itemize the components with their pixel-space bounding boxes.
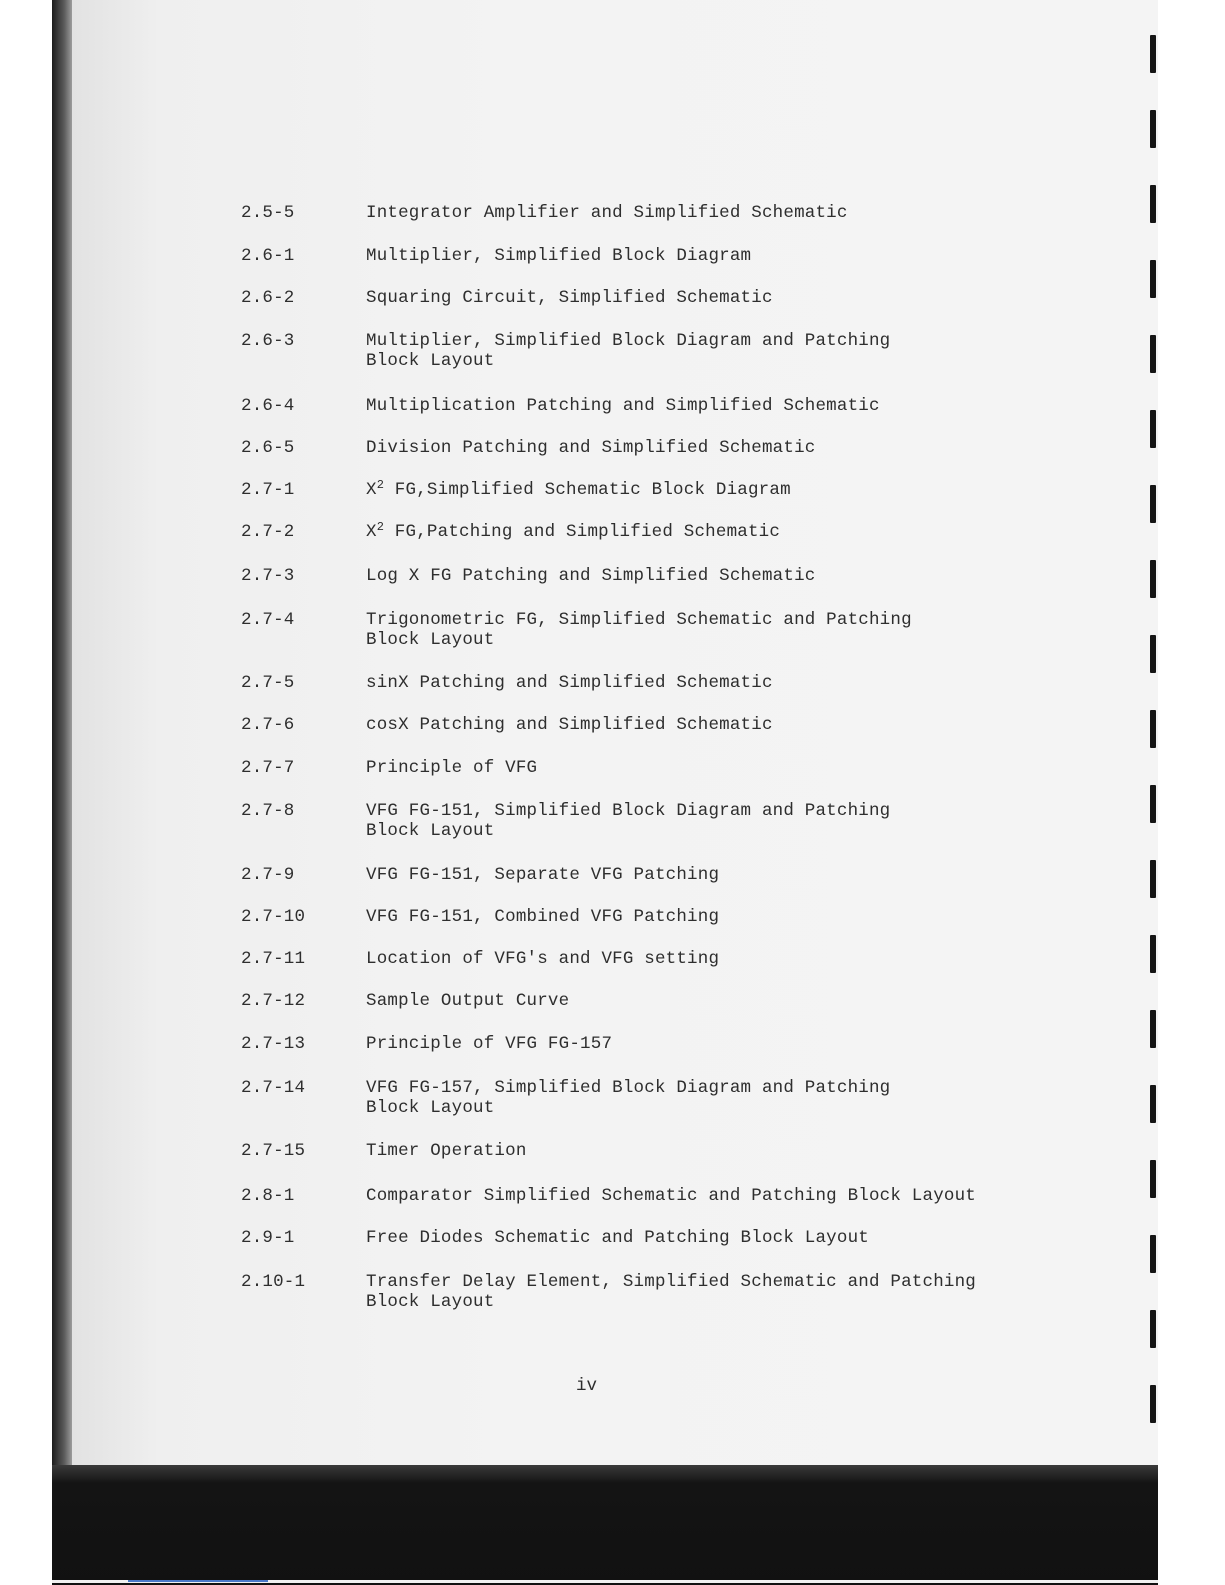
figure-number: 2.7-9: [241, 865, 295, 885]
binding-hole: [1150, 335, 1156, 373]
figure-title-line: Principle of VFG: [366, 758, 538, 778]
figure-title: [366, 522, 780, 542]
figure-title-line: Location of VFG's and VFG setting: [366, 949, 720, 969]
figure-number: 2.6-4: [241, 396, 295, 416]
figure-title: [366, 566, 815, 586]
binding-hole: [1150, 1010, 1156, 1048]
figure-number: 2.8-1: [241, 1186, 295, 1206]
binding-hole: [1150, 1235, 1156, 1273]
scan-shadow-left: [52, 0, 72, 1475]
figure-title: [366, 1186, 976, 1206]
figure-title: [366, 480, 791, 500]
figure-number: 2.7-5: [241, 673, 295, 693]
binding-hole: [1150, 1310, 1156, 1348]
figure-number: 2.7-8: [241, 801, 295, 821]
binding-hole: [1150, 1160, 1156, 1198]
figure-number: 2.7-2: [241, 522, 295, 542]
figure-title: [366, 991, 569, 1011]
figure-title-line: Sample Output Curve: [366, 991, 570, 1011]
figure-title: [366, 246, 751, 266]
binding-hole: [1150, 1085, 1156, 1123]
figure-number: 2.7-4: [241, 610, 295, 630]
scan-artifact-line: [128, 1580, 268, 1582]
figure-number: 2.7-1: [241, 480, 295, 500]
figure-number: 2.7-10: [241, 907, 306, 927]
figure-title-line: Principle of VFG FG-157: [366, 1034, 613, 1054]
figure-number: 2.7-14: [241, 1078, 306, 1098]
figure-number: 2.6-1: [241, 246, 295, 266]
binding-hole: [1150, 710, 1156, 748]
binding-hole: [1150, 485, 1156, 523]
binding-hole: [1150, 260, 1156, 298]
figure-title: [366, 1078, 890, 1118]
figure-title-line: Multiplication Patching and Simplified Schematic: [366, 396, 880, 416]
scan-shadow-bottom: [52, 1465, 1158, 1585]
figure-title-line: Multiplier, Simplified Block Diagram: [366, 246, 752, 266]
figure-title: [366, 610, 912, 650]
figure-title-line: VFG FG-151, Simplified Block Diagram and Patching: [366, 801, 891, 821]
figure-title-line: Transfer Delay Element, Simplified Schematic and Patching: [366, 1272, 976, 1292]
figure-number: 2.7-3: [241, 566, 295, 586]
figure-title: [366, 288, 773, 308]
figure-title: [366, 1228, 869, 1248]
figure-number: 2.6-2: [241, 288, 295, 308]
figure-title-line: Block Layout: [366, 1292, 495, 1312]
figure-title: [366, 758, 537, 778]
figure-title: [366, 331, 890, 371]
variable-symbol: X: [366, 480, 377, 500]
figure-title-line: Squaring Circuit, Simplified Schematic: [366, 288, 773, 308]
scan-margin-right: [1158, 0, 1225, 1585]
figure-number: 2.7-7: [241, 758, 295, 778]
figure-title-line: VFG FG-157, Simplified Block Diagram and Patching: [366, 1078, 891, 1098]
figure-number: 2.5-5: [241, 203, 295, 223]
figure-title: [366, 1141, 527, 1161]
page-number: iv: [576, 1376, 598, 1396]
figure-title-line: Block Layout: [366, 1098, 495, 1118]
figure-title-line: Log X FG Patching and Simplified Schematic: [366, 566, 816, 586]
figure-number: 2.7-6: [241, 715, 295, 735]
figure-title-text: FG,Patching and Simplified Schematic: [384, 522, 781, 542]
figure-title: [366, 673, 773, 693]
figure-title-line: Block Layout: [366, 630, 495, 650]
figure-title-line: Comparator Simplified Schematic and Patching Block Layout: [366, 1186, 976, 1206]
figure-number: 2.6-5: [241, 438, 295, 458]
figure-title: [366, 203, 848, 223]
binding-hole: [1150, 785, 1156, 823]
figure-number: 2.9-1: [241, 1228, 295, 1248]
figure-title-line: Block Layout: [366, 821, 495, 841]
binding-hole: [1150, 35, 1156, 73]
figure-title-line: sinX Patching and Simplified Schematic: [366, 673, 773, 693]
figure-number: 2.6-3: [241, 331, 295, 351]
figure-title-line: Trigonometric FG, Simplified Schematic and Patching: [366, 610, 912, 630]
figure-title-text: FG,Simplified Schematic Block Diagram: [384, 480, 791, 500]
binding-hole: [1150, 560, 1156, 598]
binding-hole: [1150, 860, 1156, 898]
figure-title: [366, 865, 719, 885]
figure-title: [366, 1272, 976, 1312]
figure-title: [366, 801, 890, 841]
figure-title-line: [366, 522, 780, 542]
binding-hole: [1150, 410, 1156, 448]
figure-title-line: [366, 480, 791, 500]
binding-hole: [1150, 635, 1156, 673]
figure-number: 2.10-1: [241, 1272, 306, 1292]
figure-title: [366, 1034, 612, 1054]
binding-hole: [1150, 935, 1156, 973]
figure-title-line: VFG FG-151, Separate VFG Patching: [366, 865, 720, 885]
binding-hole: [1150, 185, 1156, 223]
figure-title-line: Multiplier, Simplified Block Diagram and Patching: [366, 331, 891, 351]
figure-number: 2.7-13: [241, 1034, 306, 1054]
scan-margin-left: [0, 0, 52, 1585]
figure-title-line: Block Layout: [366, 351, 495, 371]
figure-title: [366, 396, 880, 416]
figure-title: [366, 907, 719, 927]
figure-title: [366, 715, 773, 735]
binding-hole: [1150, 1385, 1156, 1423]
figure-number: 2.7-15: [241, 1141, 306, 1161]
figure-title-line: Division Patching and Simplified Schematic: [366, 438, 816, 458]
figure-title-line: VFG FG-151, Combined VFG Patching: [366, 907, 720, 927]
figure-title-line: Integrator Amplifier and Simplified Schematic: [366, 203, 848, 223]
figure-number: 2.7-12: [241, 991, 306, 1011]
figure-title-line: cosX Patching and Simplified Schematic: [366, 715, 773, 735]
figure-number: 2.7-11: [241, 949, 306, 969]
superscript: 2: [376, 520, 385, 534]
figure-title: [366, 949, 719, 969]
variable-symbol: X: [366, 522, 377, 542]
superscript: 2: [376, 478, 385, 492]
figure-title: [366, 438, 815, 458]
figure-title-line: Timer Operation: [366, 1141, 527, 1161]
binding-hole: [1150, 110, 1156, 148]
figure-title-line: Free Diodes Schematic and Patching Block Layout: [366, 1228, 869, 1248]
